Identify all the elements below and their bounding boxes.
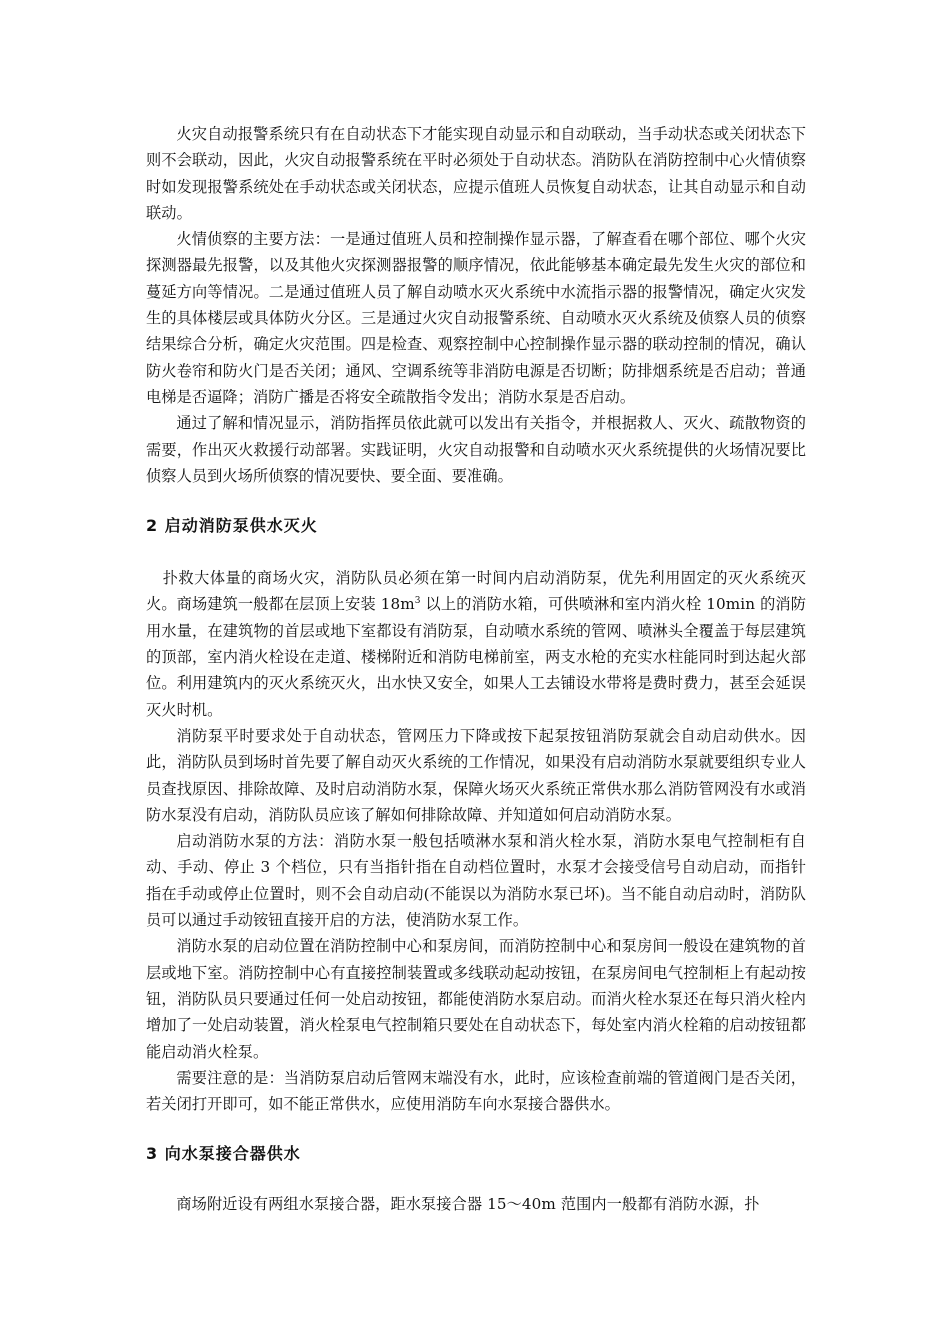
- body-paragraph: 商场附近设有两组水泵接合器，距水泵接合器 15～40m 范围内一般都有消防水源，扑: [176, 1195, 760, 1214]
- document-page: [146, 121, 806, 1218]
- body-paragraph: 通过了解和情况显示，消防指挥员依此就可以发出有关指令，并根据救人、灭火、疏散物资的需要，作出灭火救援行动部署。实践证明，火灾自动报警和自动喷水灭火系统提供的火场情况要比侦察人员到火场所侦察的情况要快、要全面、要准确。: [146, 414, 806, 485]
- paragraph-text: 扑救大体量的商场火灾，消防队员必须在第一时间内启动消防泵，优先利用固定的灭火系统灭火。商场建筑一般都在层顶上安装 18m: [146, 569, 806, 614]
- body-paragraph: 火灾自动报警系统只有在自动状态下才能实现自动显示和自动联动，当手动状态或关闭状态下则不会联动，因此，火灾自动报警系统在平时必须处于自动状态。消防队在消防控制中心火情侦察时如发现报警系统处在手动状态或关闭状态，应提示值班人员恢复自动状态，让其自动显示和自动联动。: [146, 125, 806, 222]
- superscript: 3: [414, 596, 421, 607]
- section-heading: 2 启动消防泵供水灭火: [146, 516, 318, 536]
- section-heading: 3 向水泵接合器供水: [146, 1144, 301, 1164]
- body-paragraph: 消防水泵的启动位置在消防控制中心和泵房间，而消防控制中心和泵房间一般设在建筑物的首层或地下室。消防控制中心有直接控制装置或多线联动起动按钮，在泵房间电气控制柜上有起动按钮，消防队员只要通过任何一处启动按钮，都能使消防水泵启动。而消火栓水泵还在每只消火栓内增加了一处启动装置，消火栓泵电气控制箱只要处在自动状态下，每处室内消火栓箱的启动按钮都能启动消火栓泵。: [146, 937, 806, 1061]
- body-paragraph: 需要注意的是：当消防泵启动后管网末端没有水，此时，应该检查前端的管道阀门是否关闭，若关闭打开即可，如不能正常供水，应使用消防车向水泵接合器供水。: [146, 1068, 806, 1114]
- paragraph-text: 以上的消防水箱，可供喷淋和室内消火栓 10min 的消防用水量，在建筑物的首层或地下室都设有消防泵，自动喷水系统的管网、喷淋头全覆盖于每层建筑的顶部，室内消火栓设在走道、楼梯附近和消防电梯前室，两支水枪的充实水柱能同时到达起火部位。利用建筑内的灭火系统灭火，出水快又安全，如果人工去铺设水带将是费时费力，甚至会延误灭火时机。: [146, 595, 806, 719]
- body-paragraph: 火情侦察的主要方法：一是通过值班人员和控制操作显示器，了解查看在哪个部位、哪个火灾探测器最先报警，以及其他火灾探测器报警的顺序情况，依此能够基本确定最先发生火灾的部位和蔓延方向等情况。二是通过值班人员了解自动喷水灭火系统中水流指示器的报警情况，确定火灾发生的具体楼层或具体防火分区。三是通过火灾自动报警系统、自动喷水灭火系统及侦察人员的侦察结果综合分析，确定火灾范围。四是检查、观察控制中心控制操作显示器的联动控制的情况，确认防火卷帘和防火门是否关闭；通风、空调系统等非消防电源是否切断；防排烟系统是否启动；普通电梯是否逼降；消防广播是否将安全疏散指令发出；消防水泵是否启动。: [146, 230, 806, 406]
- body-paragraph: [146, 565, 806, 723]
- body-paragraph: 消防泵平时要求处于自动状态，管网压力下降或按下起泵按钮消防泵就会自动启动供水。因此，消防队员到场时首先要了解自动灭火系统的工作情况，如果没有启动消防水泵就要组织专业人员查找原因、排除故障、及时启动消防水泵，保障火场灭火系统正常供水那么消防管网没有水或消防水泵没有启动，消防队员应该了解如何排除故障、并知道如何启动消防水泵。: [146, 726, 806, 824]
- body-paragraph: 启动消防水泵的方法：消防水泵一般包括喷淋水泵和消火栓水泵，消防水泵电气控制柜有自动、手动、停止 3 个档位，只有当指针指在自动档位置时，水泵才会接受信号自动启动，而指针指在手动或停止位置时，则不会自动启动(不能误以为消防水泵已坏)。当不能自动启动时，消防队员可以通过手动铵钮直接开启的方法，使消防水泵工作。: [146, 832, 806, 930]
